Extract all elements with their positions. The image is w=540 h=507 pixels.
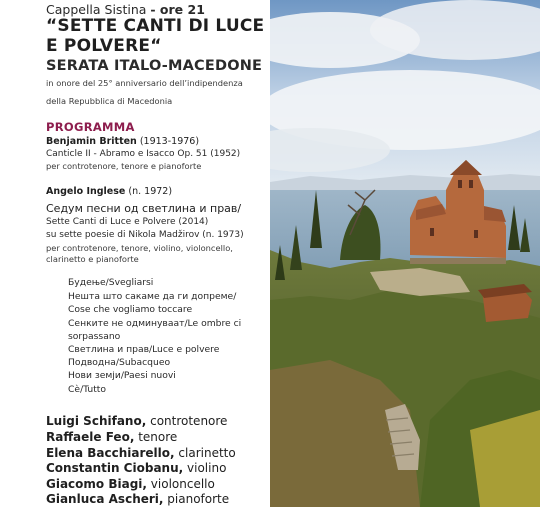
- work-2-instrumentation-2: clarinetto e pianoforte: [46, 254, 139, 264]
- song-item: Нови земји/Paesi nuovi: [68, 370, 176, 381]
- song-item: Светлина и прав/Luce e polvere: [68, 344, 220, 355]
- work-2-poems: su sette poesie di Nikola Madžirov (n. 1973): [46, 230, 244, 240]
- programme-panel: [0, 0, 268, 507]
- work-2-instrumentation-1: per controtenore, tenore, violino, violoncello,: [46, 243, 233, 253]
- occasion-line-1: in onore del 25° anniversario dell’indipendenza: [46, 78, 243, 88]
- song-item: Подводна/Subacqueo: [68, 357, 171, 368]
- performer-row: [46, 477, 215, 491]
- performer-name: Raffaele Feo,: [46, 430, 135, 444]
- performer-role: tenore: [138, 430, 178, 444]
- song-item: Сенките не одминуваат/Le ombre ci: [68, 318, 242, 329]
- song-item: Cose che vogliamo toccare: [68, 304, 193, 315]
- composer-1: [46, 136, 199, 147]
- performer-row: [46, 461, 226, 475]
- concert-time: - ore 21: [150, 2, 205, 17]
- church-photo: [270, 0, 540, 507]
- performer-role: controtenore: [150, 414, 228, 428]
- performer-role: pianoforte: [167, 492, 230, 506]
- composer-1-years: (1913-1976): [139, 136, 200, 147]
- work-1-instrumentation: per controtenore, tenore e pianoforte: [46, 161, 202, 171]
- song-item: Нешта што сакаме да ги допреме/: [68, 291, 237, 302]
- programme-heading: PROGRAMMA: [46, 120, 135, 134]
- performer-name: Constantin Ciobanu,: [46, 461, 184, 475]
- song-item: Сè/Tutto: [68, 384, 107, 395]
- composer-2-years: (n. 1972): [128, 186, 173, 197]
- performer-row: [46, 492, 229, 506]
- work-2-title-it: Sette Canti di Luce e Polvere (2014): [46, 217, 209, 227]
- venue-name: Cappella Sistina: [46, 2, 147, 17]
- performer-name: Gianluca Ascheri,: [46, 492, 164, 506]
- venue-line: [46, 2, 205, 17]
- performer-row: [46, 414, 227, 428]
- church-landscape-illustration: [270, 0, 540, 507]
- performer-role: violoncello: [150, 477, 215, 491]
- composer-2-name: Angelo Inglese: [46, 186, 126, 197]
- work-2-title-mk: Седум песни од светлина и прав/: [46, 202, 242, 215]
- song-item: Будење/Svegliarsi: [68, 277, 154, 288]
- composer-2: [46, 186, 172, 197]
- performer-name: Luigi Schifano,: [46, 414, 147, 428]
- song-item: sorpassano: [68, 331, 121, 342]
- occasion-line-2: della Repubblica di Macedonia: [46, 96, 173, 106]
- work-1-title: Canticle II - Abramo e Isacco Op. 51 (1952): [46, 149, 241, 159]
- concert-title: [46, 16, 264, 56]
- performer-role: violino: [187, 461, 227, 475]
- performer-name: Elena Bacchiarello,: [46, 446, 175, 460]
- composer-1-name: Benjamin Britten: [46, 136, 137, 147]
- performer-role: clarinetto: [178, 446, 236, 460]
- performer-row: [46, 430, 177, 444]
- title-line-1: “SETTE CANTI DI LUCE: [46, 16, 265, 36]
- performer-row: [46, 446, 236, 460]
- concert-subtitle: SERATA ITALO-MACEDONE: [46, 58, 263, 74]
- title-line-2: E POLVERE“: [46, 36, 162, 56]
- performer-name: Giacomo Biagi,: [46, 477, 147, 491]
